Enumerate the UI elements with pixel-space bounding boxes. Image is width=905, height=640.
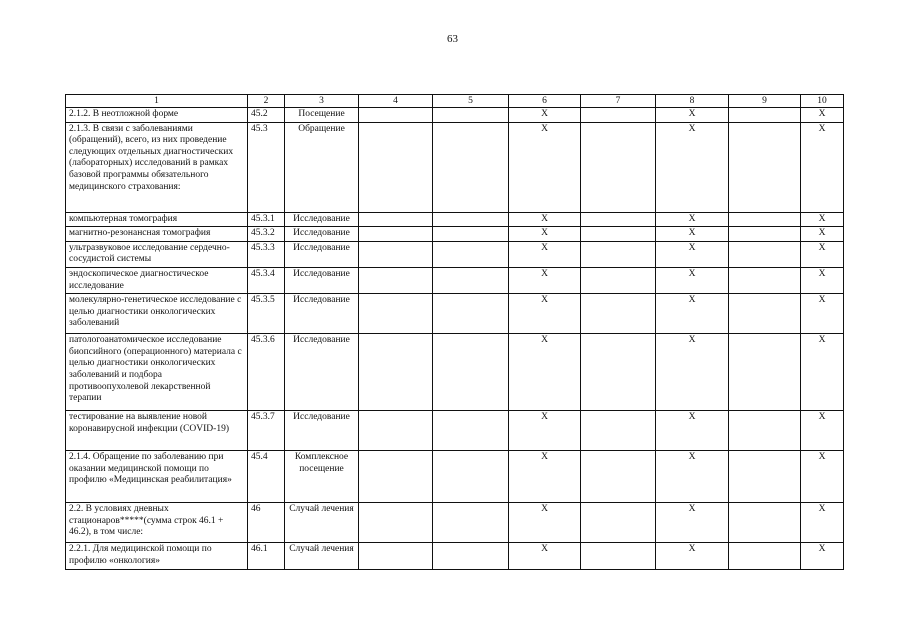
- col5-cell: [433, 227, 509, 242]
- row-name-cell: 2.2. В условиях дневных стационаров*****(сумма строк 46.1 + 46.2), в том числе:: [66, 503, 248, 543]
- col9-cell: [729, 241, 801, 267]
- col4-cell: [359, 267, 433, 293]
- col8-cell: X: [656, 334, 729, 411]
- col8-cell: X: [656, 294, 729, 334]
- table-body: [66, 108, 844, 570]
- col8-cell: X: [656, 241, 729, 267]
- row-unit-cell: Исследование: [285, 212, 359, 227]
- row-code-cell: 45.4: [248, 451, 285, 503]
- col4-cell: [359, 503, 433, 543]
- row-name-cell: 2.1.3. В связи с заболеваниями (обращений), всего, из них проведение следующих отдельных диагностических (лабораторных) исследований в рамках базовой программы обязательного медицинского страхования:: [66, 122, 248, 212]
- table-row: [66, 267, 844, 293]
- col7-cell: [581, 212, 656, 227]
- col9-cell: [729, 543, 801, 570]
- col8-cell: X: [656, 503, 729, 543]
- col6-cell: X: [509, 411, 581, 451]
- col5-cell: [433, 503, 509, 543]
- col5-cell: [433, 108, 509, 123]
- row-unit-cell: Комплексное посещение: [285, 451, 359, 503]
- row-unit-cell: Исследование: [285, 334, 359, 411]
- col7-cell: [581, 411, 656, 451]
- col4-cell: [359, 122, 433, 212]
- column-header: 5: [433, 95, 509, 108]
- column-header: 2: [248, 95, 285, 108]
- row-unit-cell: Обращение: [285, 122, 359, 212]
- col7-cell: [581, 334, 656, 411]
- page-number: 63: [447, 33, 458, 45]
- row-code-cell: 45.2: [248, 108, 285, 123]
- col8-cell: X: [656, 122, 729, 212]
- col10-cell: X: [801, 241, 844, 267]
- row-name-cell: эндоскопическое диагностическое исследование: [66, 267, 248, 293]
- row-name-cell: молекулярно-генетическое исследование с целью диагностики онкологических заболеваний: [66, 294, 248, 334]
- col6-cell: X: [509, 503, 581, 543]
- col9-cell: [729, 267, 801, 293]
- col10-cell: X: [801, 212, 844, 227]
- row-name-cell: 2.1.4. Обращение по заболеванию при оказании медицинской помощи по профилю «Медицинская реабилитация»: [66, 451, 248, 503]
- row-unit-cell: Случай лечения: [285, 543, 359, 570]
- col7-cell: [581, 227, 656, 242]
- col4-cell: [359, 543, 433, 570]
- col6-cell: X: [509, 122, 581, 212]
- table-row: [66, 294, 844, 334]
- col4-cell: [359, 411, 433, 451]
- row-name-cell: патологоанатомическое исследование биопсийного (операционного) материала с целью диагностики онкологических заболеваний и подбора противоопухолевой лекарственной терапии: [66, 334, 248, 411]
- col9-cell: [729, 108, 801, 123]
- col5-cell: [433, 241, 509, 267]
- table-row: [66, 227, 844, 242]
- col7-cell: [581, 267, 656, 293]
- col6-cell: X: [509, 334, 581, 411]
- row-unit-cell: Посещение: [285, 108, 359, 123]
- row-unit-cell: Исследование: [285, 294, 359, 334]
- col5-cell: [433, 451, 509, 503]
- row-code-cell: 46.1: [248, 543, 285, 570]
- col6-cell: X: [509, 212, 581, 227]
- col8-cell: X: [656, 411, 729, 451]
- row-name-cell: магнитно-резонансная томография: [66, 227, 248, 242]
- col7-cell: [581, 294, 656, 334]
- col4-cell: [359, 451, 433, 503]
- col5-cell: [433, 212, 509, 227]
- row-code-cell: 45.3.3: [248, 241, 285, 267]
- row-unit-cell: Исследование: [285, 227, 359, 242]
- col4-cell: [359, 212, 433, 227]
- row-unit-cell: Исследование: [285, 411, 359, 451]
- column-header: 1: [66, 95, 248, 108]
- row-code-cell: 45.3: [248, 122, 285, 212]
- col9-cell: [729, 294, 801, 334]
- col5-cell: [433, 122, 509, 212]
- col10-cell: X: [801, 334, 844, 411]
- col10-cell: X: [801, 267, 844, 293]
- table-row: [66, 212, 844, 227]
- col10-cell: X: [801, 227, 844, 242]
- col7-cell: [581, 108, 656, 123]
- row-name-cell: 2.2.1. Для медицинской помощи по профилю «онкология»: [66, 543, 248, 570]
- col5-cell: [433, 294, 509, 334]
- col5-cell: [433, 267, 509, 293]
- data-table: [65, 94, 844, 570]
- col4-cell: [359, 241, 433, 267]
- row-code-cell: 46: [248, 503, 285, 543]
- col4-cell: [359, 334, 433, 411]
- row-unit-cell: Случай лечения: [285, 503, 359, 543]
- col6-cell: X: [509, 227, 581, 242]
- col6-cell: X: [509, 294, 581, 334]
- col9-cell: [729, 411, 801, 451]
- col8-cell: X: [656, 543, 729, 570]
- col4-cell: [359, 108, 433, 123]
- col6-cell: X: [509, 451, 581, 503]
- col5-cell: [433, 411, 509, 451]
- column-header: 6: [509, 95, 581, 108]
- table-row: [66, 411, 844, 451]
- col6-cell: X: [509, 241, 581, 267]
- col7-cell: [581, 503, 656, 543]
- row-code-cell: 45.3.6: [248, 334, 285, 411]
- col7-cell: [581, 122, 656, 212]
- table-row: [66, 334, 844, 411]
- col10-cell: X: [801, 543, 844, 570]
- col9-cell: [729, 451, 801, 503]
- table-row: [66, 108, 844, 123]
- col10-cell: X: [801, 122, 844, 212]
- col6-cell: X: [509, 543, 581, 570]
- row-code-cell: 45.3.4: [248, 267, 285, 293]
- row-unit-cell: Исследование: [285, 241, 359, 267]
- col4-cell: [359, 227, 433, 242]
- col6-cell: X: [509, 108, 581, 123]
- column-header: 4: [359, 95, 433, 108]
- col9-cell: [729, 503, 801, 543]
- col10-cell: X: [801, 411, 844, 451]
- column-header: 9: [729, 95, 801, 108]
- column-header: 8: [656, 95, 729, 108]
- row-unit-cell: Исследование: [285, 267, 359, 293]
- col9-cell: [729, 212, 801, 227]
- col8-cell: X: [656, 451, 729, 503]
- col10-cell: X: [801, 503, 844, 543]
- row-code-cell: 45.3.5: [248, 294, 285, 334]
- col7-cell: [581, 451, 656, 503]
- col8-cell: X: [656, 108, 729, 123]
- row-code-cell: 45.3.1: [248, 212, 285, 227]
- col6-cell: X: [509, 267, 581, 293]
- column-header: 3: [285, 95, 359, 108]
- col8-cell: X: [656, 227, 729, 242]
- col10-cell: X: [801, 451, 844, 503]
- row-name-cell: тестирование на выявление новой коронавирусной инфекции (COVID-19): [66, 411, 248, 451]
- col7-cell: [581, 543, 656, 570]
- row-code-cell: 45.3.7: [248, 411, 285, 451]
- row-name-cell: 2.1.2. В неотложной форме: [66, 108, 248, 123]
- table-row: [66, 543, 844, 570]
- table-row: [66, 241, 844, 267]
- col7-cell: [581, 241, 656, 267]
- header-row: [66, 95, 844, 108]
- col4-cell: [359, 294, 433, 334]
- col9-cell: [729, 122, 801, 212]
- col9-cell: [729, 334, 801, 411]
- col5-cell: [433, 334, 509, 411]
- row-code-cell: 45.3.2: [248, 227, 285, 242]
- column-header: 7: [581, 95, 656, 108]
- row-name-cell: компьютерная томография: [66, 212, 248, 227]
- col8-cell: X: [656, 267, 729, 293]
- col8-cell: X: [656, 212, 729, 227]
- table-row: [66, 503, 844, 543]
- col10-cell: X: [801, 294, 844, 334]
- row-name-cell: ультразвуковое исследование сердечно-сосудистой системы: [66, 241, 248, 267]
- table-row: [66, 451, 844, 503]
- col9-cell: [729, 227, 801, 242]
- column-header: 10: [801, 95, 844, 108]
- col5-cell: [433, 543, 509, 570]
- table-row: [66, 122, 844, 212]
- col10-cell: X: [801, 108, 844, 123]
